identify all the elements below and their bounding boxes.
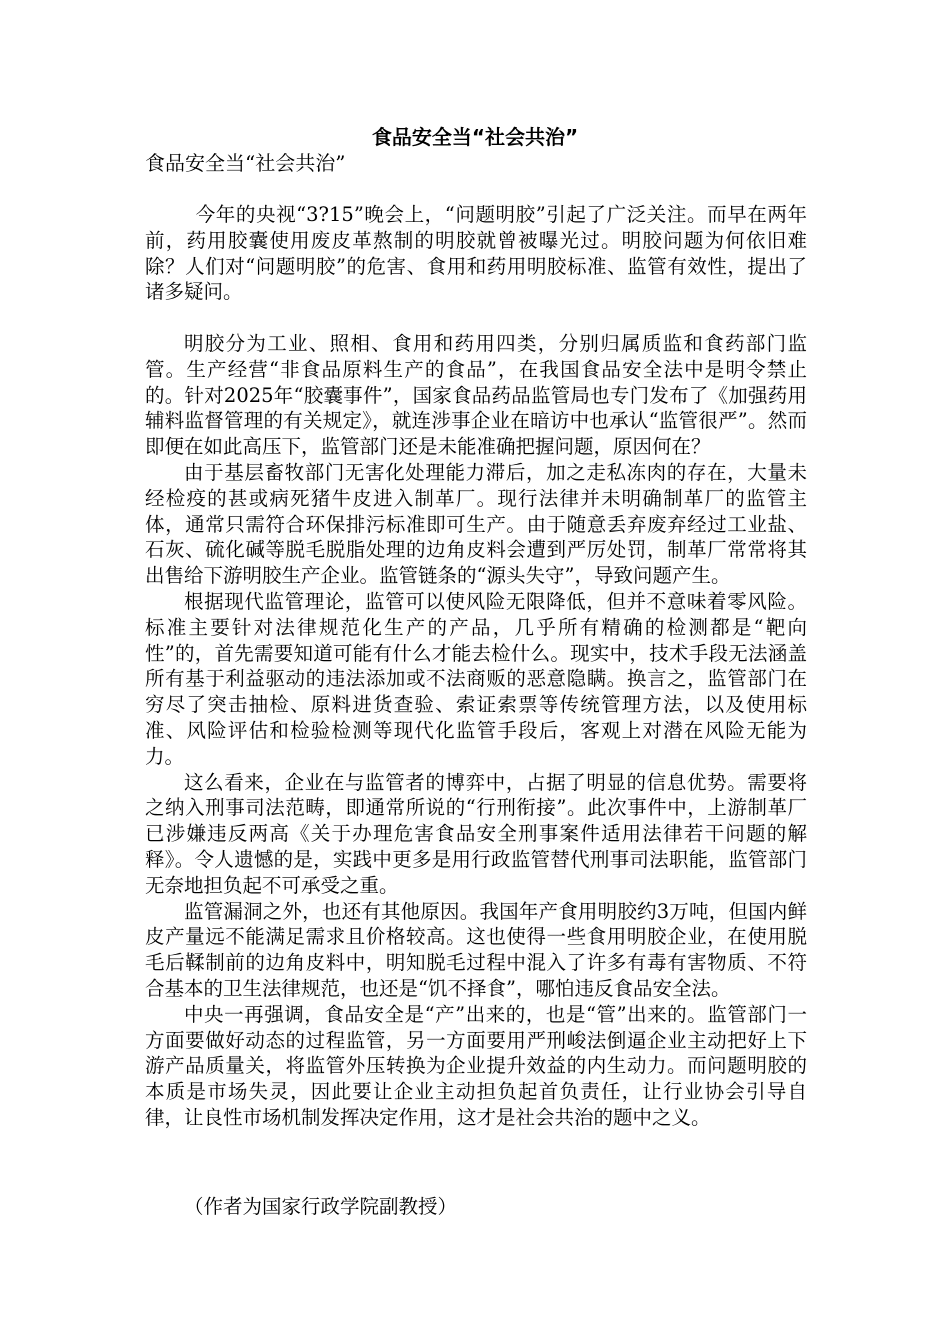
paragraph: 今年的央视“3?15”晚会上，“问题明胶”引起了广泛关注。而早在两年前，药用胶囊使用废皮革熬制的明胶就曾被曝光过。明胶问题为何依旧难除？人们对“问题明胶”的危害、食用和药用明胶标准、监管有效性，提出了诸多疑问。 [145, 203, 807, 304]
author-byline: （作者为国家行政学院副教授） [184, 1195, 458, 1218]
article-body [145, 202, 807, 1131]
paragraph: 这么看来，企业在与监管者的博弈中，占据了明显的信息优势。需要将之纳入刑事司法范畴，即通常所说的“行刑衔接”。此次事件中，上游制革厂已涉嫌违反两高《关于办理危害食品安全刑事案件适用法律若干问题的解释》。令人遗憾的是，实践中更多是用行政监管替代刑事司法职能，监管部门无奈地担负起不可承受之重。 [145, 770, 807, 897]
paragraph: 监管漏洞之外，也还有其他原因。我国年产食用明胶约3万吨，但国内鲜皮产量远不能满足需求且价格较高。这也使得一些食用明胶企业，在使用脱毛后鞣制前的边角皮料中，明知脱毛过程中混入了许多有毒有害物质、不符合基本的卫生法律规范，也还是“饥不择食”，哪怕违反食品安全法。 [145, 899, 807, 1000]
paragraph: 明胶分为工业、照相、食用和药用四类，分别归属质监和食药部门监管。生产经营“非食品原料生产的食品”，在我国食品安全法中是明令禁止的。针对2025年“胶囊事件”，国家食品药品监管局也专门发布了《加强药用辅料监督管理的有关规定》，就连涉事企业在暗访中也承认“监管很严”。然而即便在如此高压下，监管部门还是未能准确把握问题，原因何在？ [145, 331, 807, 459]
document-subtitle: 食品安全当“社会共治” [145, 151, 346, 175]
paragraph: 根据现代监管理论，监管可以使风险无限降低，但并不意味着零风险。标准主要针对法律规范化生产的产品，几乎所有精确的检测都是“靶向性”的，首先需要知道可能有什么才能去检什么。现实中，技术手段无法涵盖所有基于利益驱动的违法添加或不法商贩的恶意隐瞒。换言之，监管部门在穷尽了突击抽检、原料进货查验、索证索票等传统管理方法，以及使用标准、风险评估和检验检测等现代化监管手段后，客观上对潜在风险无能为力。 [145, 589, 807, 768]
paragraph: 中央一再强调，食品安全是“产”出来的，也是“管”出来的。监管部门一方面要做好动态的过程监管，另一方面要用严刑峻法倒逼企业主动把好上下游产品质量关，将监管外压转换为企业提升效益的内生动力。而问题明胶的本质是市场失灵，因此要让企业主动担负起首负责任，让行业协会引导自律，让良性市场机制发挥决定作用，这才是社会共治的题中之义。 [145, 1002, 807, 1129]
document-title: 食品安全当“社会共治” [371, 125, 579, 149]
paragraph: 由于基层畜牧部门无害化处理能力滞后，加之走私冻肉的存在，大量未经检疫的甚或病死猪牛皮进入制革厂。现行法律并未明确制革厂的监管主体，通常只需符合环保排污标准即可生产。由于随意丢弃废弃经过工业盐、石灰、硫化碱等脱毛脱脂处理的边角皮料会遭到严厉处罚，制革厂常常将其出售给下游明胶生产企业。监管链条的“源头失守”，导致问题产生。 [145, 460, 807, 588]
